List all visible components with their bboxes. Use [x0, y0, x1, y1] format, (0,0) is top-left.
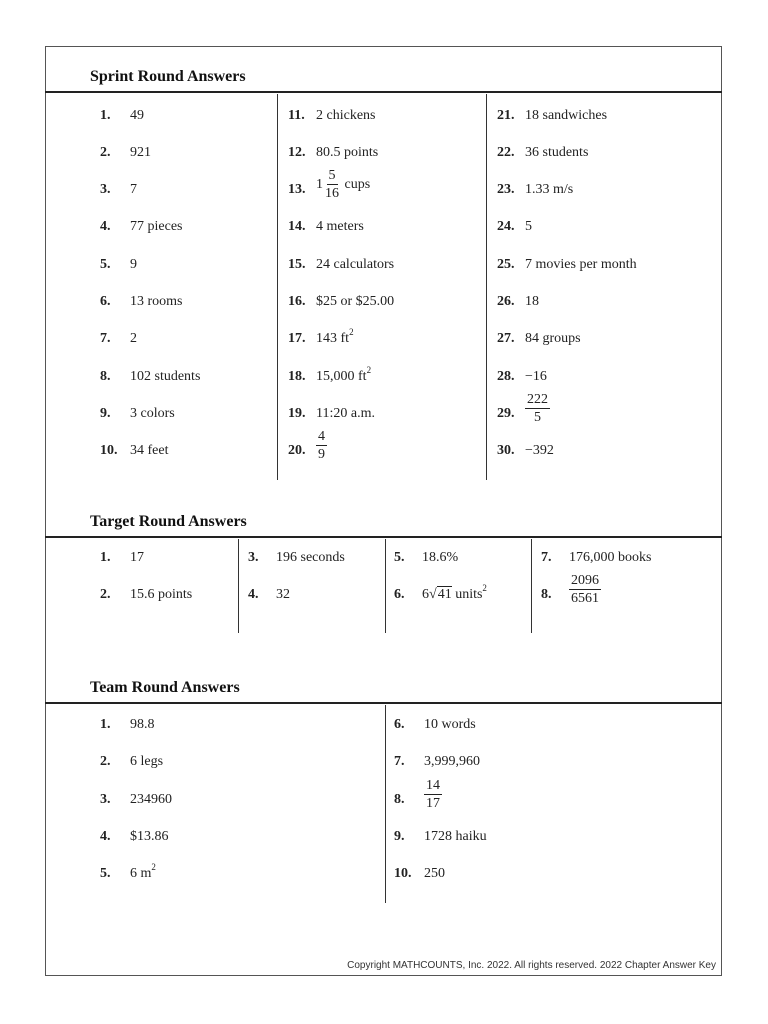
answer-text: 143 ft	[316, 331, 350, 346]
answer-text: 98.8	[130, 717, 155, 732]
sprint-question-number: 1.	[100, 108, 111, 123]
target-answer	[276, 587, 290, 603]
answer-text: 32	[276, 587, 290, 602]
answer-text: 7 movies per month	[525, 257, 637, 272]
answer-text: 3 colors	[130, 406, 175, 421]
answer-exponent: 2	[349, 327, 354, 337]
sprint-answer	[130, 219, 182, 235]
answer-text: 84 groups	[525, 331, 581, 346]
target-question-number: 4.	[248, 587, 259, 602]
team-question-number: 3.	[100, 792, 111, 807]
sprint-question-number: 2.	[100, 145, 111, 160]
sprint-title-rule	[45, 91, 722, 93]
target-answer	[130, 550, 144, 566]
answer-text: 18.6%	[422, 550, 459, 565]
sprint-answer	[130, 406, 175, 422]
fraction	[424, 778, 442, 811]
sprint-answer	[316, 429, 327, 462]
fraction-numerator: 5	[328, 168, 336, 183]
answer-text: 176,000 books	[569, 550, 652, 565]
sprint-question-number: 10.	[100, 443, 118, 458]
team-answer	[424, 866, 445, 882]
answer-text: −392	[525, 443, 554, 458]
sprint-column-divider-1	[277, 94, 278, 480]
fraction	[525, 392, 550, 425]
sprint-question-number: 23.	[497, 182, 515, 197]
answer-text: 4 meters	[316, 219, 364, 234]
sprint-answer	[525, 108, 607, 124]
sprint-answer	[130, 257, 137, 273]
team-question-number: 6.	[394, 717, 405, 732]
target-question-number: 1.	[100, 550, 111, 565]
radicand: 41	[437, 587, 452, 602]
answer-text: 10 words	[424, 717, 476, 732]
answer-text: $13.86	[130, 829, 169, 844]
sprint-answer	[130, 182, 137, 198]
answer-text: 9	[130, 257, 137, 272]
target-answer	[130, 587, 192, 603]
sprint-answer	[316, 327, 354, 347]
answer-text: 921	[130, 145, 151, 160]
fraction-numerator: 14	[426, 778, 440, 793]
fraction	[569, 573, 601, 606]
sprint-answer	[316, 257, 394, 273]
sprint-answer	[525, 145, 588, 161]
answer-text: −16	[525, 369, 547, 384]
sprint-question-number: 27.	[497, 331, 515, 346]
fraction-denominator: 9	[318, 447, 325, 462]
target-question-number: 7.	[541, 550, 552, 565]
sprint-answer	[316, 406, 375, 422]
team-answer	[424, 829, 487, 845]
sprint-question-number: 14.	[288, 219, 306, 234]
answer-text: 24 calculators	[316, 257, 395, 272]
sprint-question-number: 8.	[100, 369, 111, 384]
sprint-answer	[316, 219, 364, 235]
target-question-number: 3.	[248, 550, 259, 565]
answer-text: 234960	[130, 792, 172, 807]
answer-text: 13 rooms	[130, 294, 183, 309]
sprint-answer	[130, 369, 200, 385]
team-answer	[424, 717, 476, 733]
target-question-number: 6.	[394, 587, 405, 602]
sprint-question-number: 21.	[497, 108, 515, 123]
radical-coefficient: 6	[422, 587, 429, 602]
answer-text: 18 sandwiches	[525, 108, 608, 123]
target-answer	[422, 583, 487, 603]
sprint-answer	[130, 108, 144, 124]
sprint-answer	[130, 294, 183, 310]
sprint-answer	[525, 331, 581, 347]
answer-text: 1.33 m/s	[525, 182, 574, 197]
target-answer	[569, 573, 601, 606]
answer-text: 2	[130, 331, 137, 346]
answer-text: 196 seconds	[276, 550, 345, 565]
team-question-number: 7.	[394, 754, 405, 769]
sprint-question-number: 12.	[288, 145, 306, 160]
team-column-divider	[385, 705, 386, 903]
answer-text: 34 feet	[130, 443, 169, 458]
square-root: √41	[429, 587, 452, 602]
sprint-column-divider-2	[486, 94, 487, 480]
target-question-number: 5.	[394, 550, 405, 565]
sprint-answer	[316, 145, 378, 161]
sprint-answer	[525, 369, 547, 385]
sprint-answer	[525, 257, 637, 273]
answer-text: 80.5 points	[316, 145, 379, 160]
team-answer	[130, 792, 172, 808]
team-question-number: 5.	[100, 866, 111, 881]
fraction-denominator: 5	[534, 410, 541, 425]
answer-text: 6 m	[130, 866, 152, 881]
sprint-question-number: 25.	[497, 257, 515, 272]
sprint-question-number: 20.	[288, 443, 306, 458]
answer-text: 1728 haiku	[424, 829, 487, 844]
sprint-question-number: 6.	[100, 294, 111, 309]
team-question-number: 8.	[394, 792, 405, 807]
answer-text: 18	[525, 294, 539, 309]
fraction	[316, 429, 327, 462]
target-answer	[276, 550, 345, 566]
answer-text: 250	[424, 866, 445, 881]
answer-text: 7	[130, 182, 137, 197]
sprint-answer	[130, 145, 151, 161]
team-answer	[130, 754, 163, 770]
sprint-answer	[525, 443, 554, 459]
target-answer	[422, 550, 458, 566]
sprint-answer	[525, 392, 550, 425]
team-answer	[424, 778, 442, 811]
sprint-answer	[316, 294, 394, 310]
team-question-number: 1.	[100, 717, 111, 732]
sprint-answer	[525, 294, 539, 310]
answer-exponent: 2	[151, 862, 156, 872]
answer-text: 5	[525, 219, 532, 234]
sprint-question-number: 9.	[100, 406, 111, 421]
target-column-divider-3	[531, 539, 532, 633]
sprint-question-number: 26.	[497, 294, 515, 309]
team-question-number: 4.	[100, 829, 111, 844]
sprint-question-number: 16.	[288, 294, 306, 309]
answer-text: 11:20 a.m.	[316, 406, 375, 421]
sprint-answer	[316, 365, 372, 385]
answer-unit: units	[455, 587, 483, 602]
answer-text: 3,999,960	[424, 754, 480, 769]
sprint-answer	[130, 331, 137, 347]
fraction-numerator: 222	[527, 392, 548, 407]
sprint-question-number: 15.	[288, 257, 306, 272]
sprint-question-number: 30.	[497, 443, 515, 458]
fraction-denominator: 16	[325, 186, 339, 201]
fraction-denominator: 6561	[571, 591, 599, 606]
sprint-answer	[316, 168, 370, 201]
mixed-number-whole: 1	[316, 176, 323, 192]
sprint-question-number: 17.	[288, 331, 306, 346]
answer-exponent: 2	[482, 583, 487, 593]
team-section-title: Team Round Answers	[90, 679, 240, 696]
sprint-answer	[316, 108, 375, 124]
fraction	[323, 168, 341, 201]
answer-text: 102 students	[130, 369, 201, 384]
answer-text: 17	[130, 550, 144, 565]
sprint-question-number: 4.	[100, 219, 111, 234]
fraction-numerator: 4	[318, 429, 325, 444]
answer-text: 15.6 points	[130, 587, 193, 602]
sprint-question-number: 19.	[288, 406, 306, 421]
team-answer	[130, 862, 156, 882]
target-column-divider-2	[385, 539, 386, 633]
sprint-answer	[525, 219, 532, 235]
answer-unit: cups	[344, 176, 371, 192]
team-question-number: 2.	[100, 754, 111, 769]
sprint-answer	[130, 443, 168, 459]
sprint-question-number: 18.	[288, 369, 306, 384]
sprint-section-title: Sprint Round Answers	[90, 68, 246, 85]
team-question-number: 10.	[394, 866, 412, 881]
target-answer	[569, 550, 651, 566]
sprint-question-number: 22.	[497, 145, 515, 160]
answer-text: 6 legs	[130, 754, 164, 769]
answer-text: 49	[130, 108, 144, 123]
sprint-question-number: 28.	[497, 369, 515, 384]
target-question-number: 8.	[541, 587, 552, 602]
team-answer	[130, 829, 169, 845]
sprint-answer	[525, 182, 573, 198]
fraction-numerator: 2096	[571, 573, 599, 588]
answer-text: 15,000 ft	[316, 369, 367, 384]
sprint-question-number: 7.	[100, 331, 111, 346]
answer-exponent: 2	[366, 365, 372, 375]
copyright-notice: Copyright MATHCOUNTS, Inc. 2022. All rights reserved. 2022 Chapter Answer Key	[347, 960, 716, 971]
sprint-question-number: 5.	[100, 257, 111, 272]
answer-text: $25 or $25.00	[316, 294, 395, 309]
team-question-number: 9.	[394, 829, 405, 844]
sprint-question-number: 29.	[497, 406, 515, 421]
fraction-denominator: 17	[426, 796, 440, 811]
target-section-title: Target Round Answers	[90, 513, 247, 530]
sprint-question-number: 13.	[288, 182, 306, 197]
target-title-rule	[45, 536, 722, 538]
team-answer	[130, 717, 155, 733]
team-answer	[424, 754, 480, 770]
sprint-question-number: 3.	[100, 182, 111, 197]
answer-text: 2 chickens	[316, 108, 376, 123]
answer-text: 36 students	[525, 145, 589, 160]
target-column-divider-1	[238, 539, 239, 633]
sprint-question-number: 24.	[497, 219, 515, 234]
answer-text: 77 pieces	[130, 219, 183, 234]
team-title-rule	[45, 702, 722, 704]
target-question-number: 2.	[100, 587, 111, 602]
sprint-question-number: 11.	[288, 108, 305, 123]
